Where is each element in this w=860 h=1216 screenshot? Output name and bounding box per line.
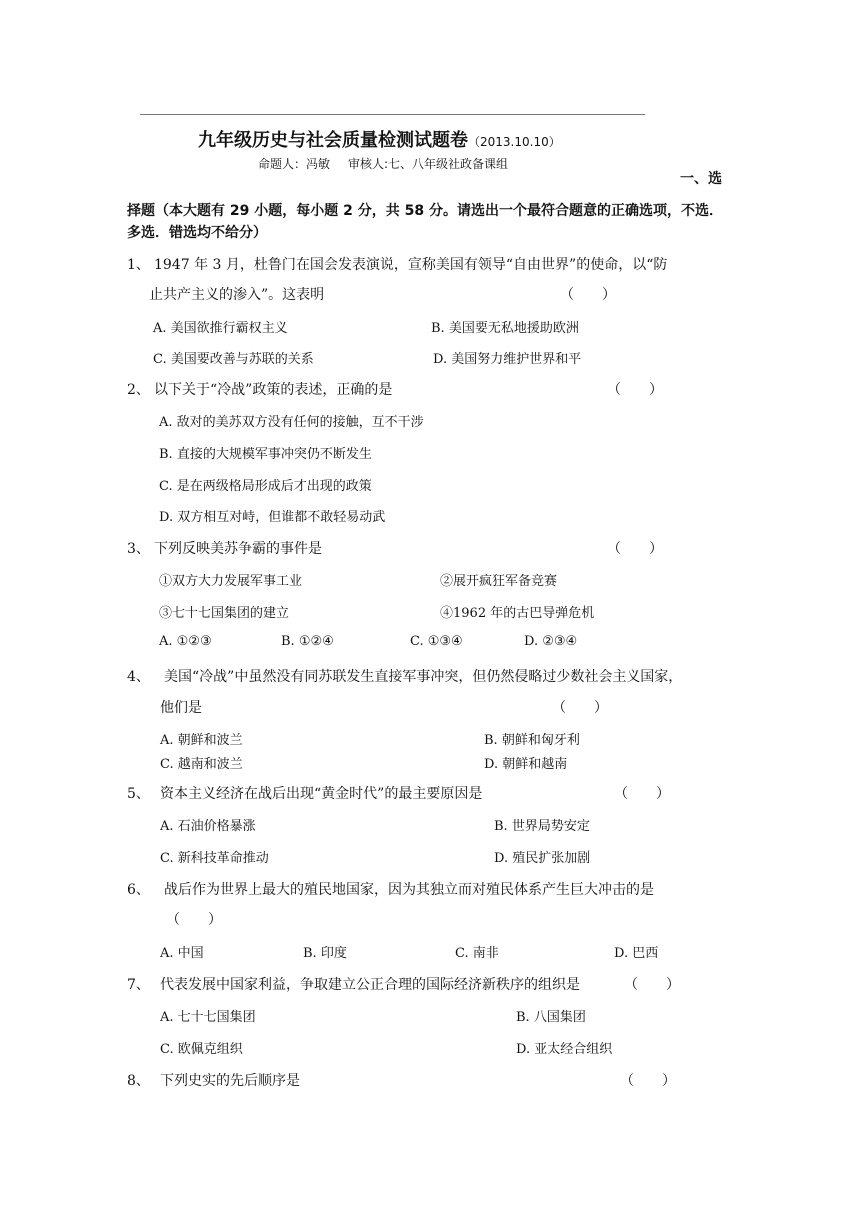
question-2-number: 2、 — [127, 382, 150, 398]
answer-blank: （ ） — [624, 977, 680, 993]
question-1-option-d: D. 美国努力维护世界和平 — [433, 352, 582, 367]
exam-title-text: 九年级历史与社会质量检测试题卷 — [198, 130, 468, 151]
question-3-option-c: C. ①③④ — [410, 634, 463, 649]
question-6-option-d: D. 巴西 — [614, 946, 659, 961]
question-3-option-b: B. ①②④ — [281, 634, 334, 649]
question-3-option-d: D. ②③④ — [524, 634, 578, 649]
answer-blank: （ ） — [607, 541, 663, 557]
answer-blank: （ ） — [614, 786, 670, 802]
question-1-option-a: A. 美国欲推行霸权主义 — [153, 321, 288, 336]
question-6-number: 6、 — [127, 882, 150, 898]
question-5-option-a: A. 石油价格暴涨 — [160, 819, 256, 834]
question-2-option-d: D. 双方相互对峙，但谁都不敢轻易动武 — [159, 510, 386, 525]
question-1-stem-line2: 止共产主义的渗入”。这表明 — [149, 287, 325, 303]
question-7-option-c: C. 欧佩克组织 — [160, 1042, 243, 1057]
author: 命题人：冯敏 — [258, 157, 331, 171]
answer-blank: （ ） — [166, 912, 222, 928]
answer-blank: （ ） — [552, 700, 608, 716]
question-7-option-b: B. 八国集团 — [516, 1010, 586, 1025]
question-2-option-c: C. 是在两级格局形成后才出现的政策 — [159, 479, 372, 494]
question-7-number: 7、 — [127, 977, 150, 993]
question-6-stem: 战后作为世界上最大的殖民地国家，因为其独立而对殖民体系产生巨大冲击的是 — [164, 882, 654, 898]
section-instructions: 择题（本大题有 29 小题，每小题 2 分，共 58 分。请选出一个最符合题意的正确选项，不选．多选．错选均不给分） — [127, 203, 723, 241]
question-6-option-b: B. 印度 — [303, 946, 347, 961]
question-7-option-d: D. 亚太经合组织 — [516, 1042, 613, 1057]
question-5-option-c: C. 新科技革命推动 — [160, 851, 269, 866]
answer-blank: （ ） — [560, 287, 616, 303]
question-3-stem: 下列反映美苏争霸的事件是 — [154, 541, 322, 557]
question-4-option-c: C. 越南和波兰 — [160, 757, 243, 772]
question-8-number: 8、 — [127, 1073, 150, 1089]
question-6-option-c: C. 南非 — [455, 946, 499, 961]
exam-credits — [258, 155, 508, 172]
question-4-number: 4、 — [127, 669, 150, 685]
question-2-stem: 以下关于“冷战”政策的表述，正确的是 — [154, 382, 393, 398]
question-4-option-b: B. 朝鲜和匈牙利 — [484, 733, 580, 748]
question-5-option-d: D. 殖民扩张加剧 — [494, 851, 591, 866]
question-5-option-b: B. 世界局势安定 — [494, 819, 590, 834]
question-7-option-a: A. 七十七国集团 — [160, 1010, 256, 1025]
question-3-item-3: ③七十七国集团的建立 — [159, 606, 290, 621]
answer-blank: （ ） — [620, 1073, 676, 1089]
reviewer: 审核人:七、八年级社政备课组 — [348, 157, 509, 171]
question-3-number: 3、 — [127, 541, 150, 557]
question-1-option-b: B. 美国要无私地援助欧洲 — [431, 321, 579, 336]
section-heading: 一、选 — [680, 171, 722, 187]
question-4-option-d: D. 朝鲜和越南 — [484, 757, 568, 772]
question-1-number: 1、 — [127, 257, 150, 273]
answer-blank: （ ） — [607, 382, 663, 398]
question-6-option-a: A. 中国 — [160, 946, 204, 961]
question-7-stem: 代表发展中国家利益，争取建立公正合理的国际经济新秩序的组织是 — [160, 977, 580, 993]
question-3-item-2: ②展开疯狂军备竞赛 — [440, 574, 558, 589]
question-4-stem-line2: 他们是 — [160, 700, 202, 716]
exam-title — [198, 126, 561, 152]
question-4-stem-line1: 美国“冷战”中虽然没有同苏联发生直接军事冲突，但仍然侵略过少数社会主义国家， — [164, 669, 683, 685]
question-1-stem-line1: 1947 年 3 月，杜鲁门在国会发表演说，宣称美国有领导“自由世界”的使命，以“防 — [154, 257, 668, 273]
question-3-item-4: ④1962 年的古巴导弹危机 — [440, 606, 595, 621]
header-rule — [140, 114, 645, 115]
question-8-stem: 下列史实的先后顺序是 — [160, 1073, 300, 1089]
question-2-option-b: B. 直接的大规模军事冲突仍不断发生 — [159, 447, 372, 462]
question-3-item-1: ①双方大力发展军事工业 — [159, 574, 303, 589]
question-4-option-a: A. 朝鲜和波兰 — [160, 733, 243, 748]
question-3-option-a: A. ①②③ — [159, 634, 212, 649]
question-5-stem: 资本主义经济在战后出现“黄金时代”的最主要原因是 — [160, 786, 483, 802]
exam-date: （2013.10.10） — [468, 135, 561, 149]
question-1-option-c: C. 美国要改善与苏联的关系 — [153, 352, 314, 367]
question-2-option-a: A. 敌对的美苏双方没有任何的接触，互不干涉 — [159, 415, 424, 430]
question-5-number: 5、 — [127, 786, 150, 802]
